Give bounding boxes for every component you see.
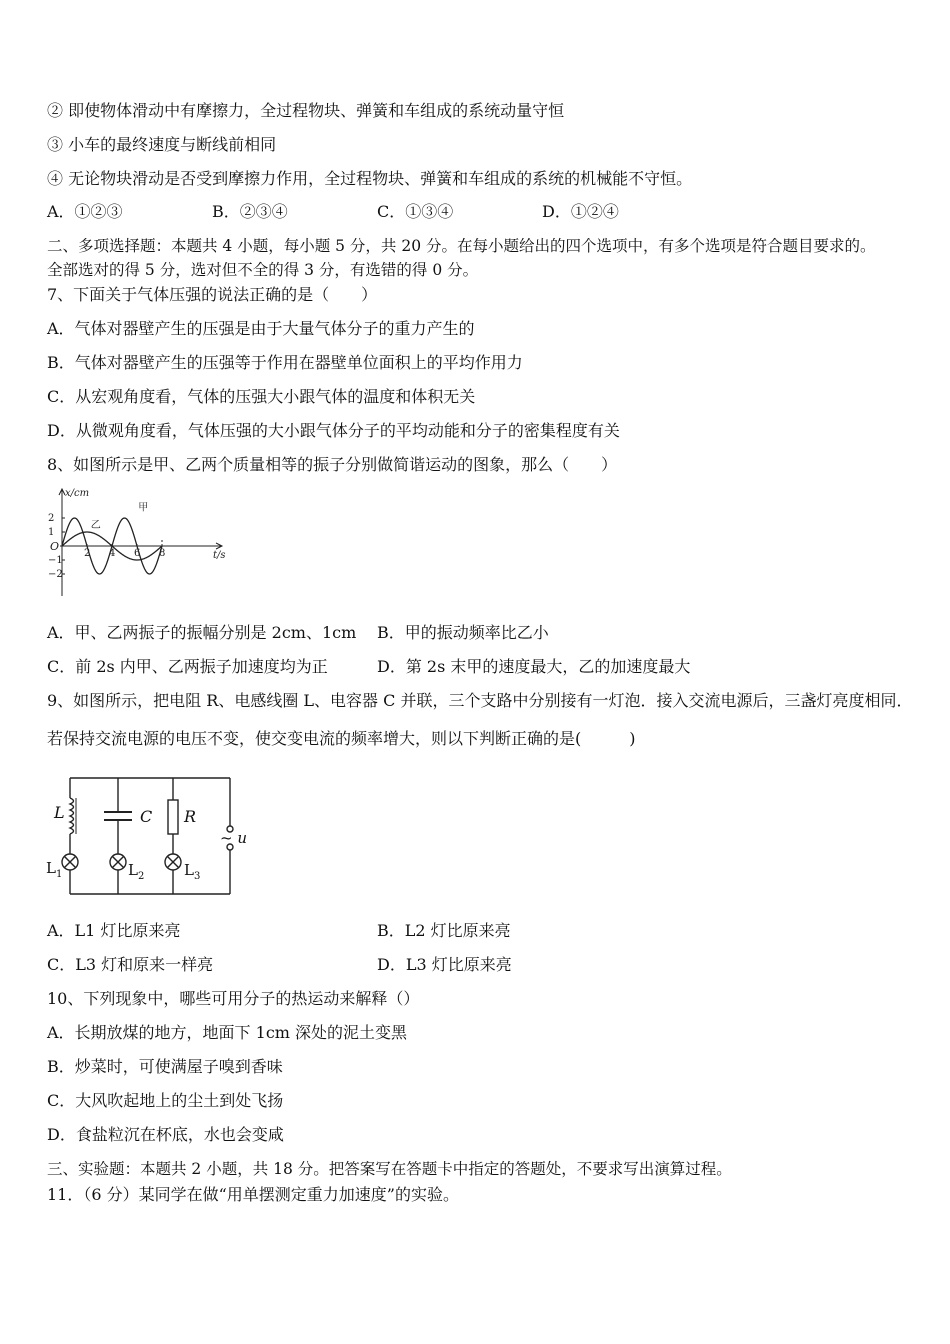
q8-option-d: D．第 2s 末甲的速度最大，乙的加速度最大 — [377, 657, 691, 676]
q10-stem: 10、下列现象中，哪些可用分子的热运动来解释（） — [47, 989, 420, 1008]
series-label-2: 乙 — [90, 519, 101, 531]
q6-statement-3: ③ 小车的最终速度与断线前相同 — [47, 135, 277, 154]
q7-stem: 7、下面关于气体压强的说法正确的是（ ） — [47, 285, 378, 304]
x-tick-label: 2 — [84, 548, 91, 559]
q7-option-a: A．气体对器壁产生的压强是由于大量气体分子的重力产生的 — [47, 319, 475, 338]
y-tick-label: −2 — [48, 569, 63, 580]
y-tick-label: 2 — [48, 513, 55, 524]
origin-label: O — [50, 540, 60, 553]
inductor-label: L — [54, 803, 65, 822]
resistor — [168, 800, 178, 834]
lamp-l3-label: $L_3$ — [184, 861, 201, 882]
x-tick-label: 8 — [159, 548, 166, 559]
q6-option-c: C．①③④ — [377, 202, 454, 221]
q10-option-a: A．长期放煤的地方，地面下 1cm 深处的泥土变黑 — [47, 1023, 408, 1042]
y-tick-label: 1 — [48, 527, 55, 538]
lamp-l1-label: $L_1$ — [46, 859, 63, 880]
q11-stem: 11．（6 分）某同学在做“用单摆测定重力加速度”的实验。 — [47, 1185, 459, 1204]
q9-stem-line2: 若保持交流电源的电压不变，使交变电流的频率增大，则以下判断正确的是( ) — [47, 729, 636, 748]
inductor-coil — [70, 798, 74, 834]
q10-option-d: D．食盐粒沉在杯底，水也会变咸 — [47, 1125, 284, 1144]
capacitor-label: C — [140, 807, 153, 826]
chart-series — [62, 501, 162, 574]
q6-statement-2: ② 即使物体滑动中有摩擦力，全过程物块、弹簧和车组成的系统动量守恒 — [47, 101, 565, 120]
section3-heading: 三、实验题：本题共 2 小题，共 18 分。把答案写在答题卡中指定的答题处，不要求写出演算过程。 — [47, 1160, 732, 1178]
q6-statement-4: ④ 无论物块滑动是否受到摩擦力作用，全过程物块、弹簧和车组成的系统的机械能不守恒。 — [47, 169, 693, 188]
y-axis-label: x/cm — [65, 488, 90, 499]
x-axis-label: t/s — [213, 550, 226, 561]
q8-stem: 8、如图所示是甲、乙两个质量相等的振子分别做简谐运动的图象，那么（ ） — [47, 455, 618, 474]
q9-option-c: C．L3 灯和原来一样亮 — [47, 955, 214, 974]
x-tick-label: 6 — [134, 548, 141, 559]
series-label-1: 甲 — [138, 502, 149, 514]
q7-option-d: D．从微观角度看，气体压强的大小跟气体分子的平均动能和分子的密集程度有关 — [47, 421, 620, 440]
q6-option-d: D．①②④ — [542, 202, 619, 221]
q6-option-a: A．①②③ — [47, 202, 123, 221]
q8-option-b: B．甲的振动频率比乙小 — [377, 623, 549, 642]
q10-option-b: B．炒菜时，可使满屋子嗅到香味 — [47, 1057, 283, 1076]
q7-option-b: B．气体对器壁产生的压强等于作用在器壁单位面积上的平均作用力 — [47, 353, 523, 372]
q8-option-c: C．前 2s 内甲、乙两振子加速度均为正 — [47, 657, 328, 676]
q9-option-d: D．L3 灯比原来亮 — [377, 955, 512, 974]
q10-option-c: C．大风吹起地上的尘土到处飞扬 — [47, 1091, 284, 1110]
q9-option-b: B．L2 灯比原来亮 — [377, 921, 511, 940]
y-tick-label: −1 — [48, 555, 63, 566]
resistor-label: R — [184, 807, 197, 826]
rlc-circuit-diagram — [40, 770, 260, 905]
lamp-l2-label: $L_2$ — [128, 861, 145, 882]
shm-graph — [40, 484, 240, 600]
q6-option-b: B．②③④ — [212, 202, 288, 221]
q9-stem-line1: 9、如图所示，把电阻 R、电感线圈 L、电容器 C 并联，三个支路中分别接有一灯泡．接入交流电源后，三盏灯亮度相同． — [47, 691, 913, 710]
x-tick-label: 4 — [109, 548, 116, 559]
source-label: ~ u — [220, 829, 247, 847]
section2-heading-line1: 二、多项选择题：本题共 4 小题，每小题 5 分，共 20 分。在每小题给出的四个选项中，有多个选项是符合题目要求的。 — [47, 237, 876, 255]
section2-heading-line2: 全部选对的得 5 分，选对但不全的得 3 分，有选错的得 0 分。 — [47, 261, 479, 279]
q7-option-c: C．从宏观角度看，气体的压强大小跟气体的温度和体积无关 — [47, 387, 476, 406]
q9-option-a: A．L1 灯比原来亮 — [47, 921, 181, 940]
q8-option-a: A．甲、乙两振子的振幅分别是 2cm、1cm — [47, 623, 357, 642]
